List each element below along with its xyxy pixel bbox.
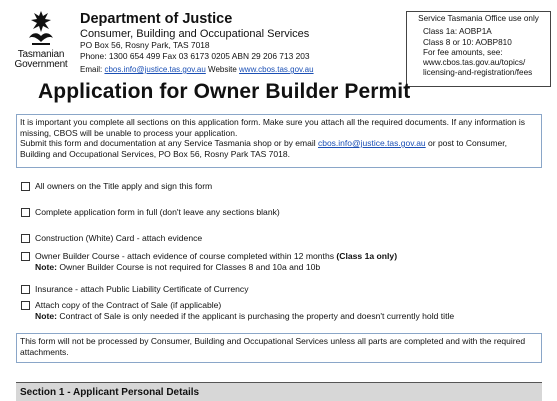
- office-class-1a: Class 1a: AOBP1A: [423, 27, 492, 37]
- checklist-label: All owners on the Title apply and sign this form: [35, 181, 213, 191]
- checklist-label: Complete application form in full (don't leave any sections blank): [35, 207, 280, 217]
- office-use-box: [406, 11, 551, 87]
- course-note: Owner Builder Course is not required for Classes 8 and 10a and 10b: [56, 262, 321, 272]
- page-title: Application for Owner Builder Permit: [38, 80, 411, 103]
- department-phone: Phone: 1300 654 499 Fax 03 6173 0205 ABN 29 206 713 203: [80, 51, 310, 61]
- office-use-title: Service Tasmania Office use only: [418, 14, 539, 23]
- website-label: Website: [205, 65, 240, 74]
- checkbox-complete-form[interactable]: [21, 208, 30, 217]
- course-text: Owner Builder Course - attach evidence of course completed within 12 months: [35, 251, 337, 261]
- instructions-text-2: Submit this form and documentation at any Service Tasmania shop or by email: [20, 138, 318, 148]
- checklist-label: Construction (White) Card - attach evidence: [35, 233, 203, 243]
- checklist-item: [21, 233, 202, 244]
- checklist-item: [21, 181, 212, 192]
- processing-warning-box: This form will not be processed by Consumer, Building and Occupational Services unless all parts are completed and with the required attachments.: [16, 333, 542, 363]
- checkbox-white-card[interactable]: [21, 234, 30, 243]
- course-class-note: (Class 1a only): [336, 251, 398, 261]
- logo-caption: [4, 50, 78, 70]
- tasmanian-tiger-crest-icon: [26, 10, 56, 48]
- department-website-link[interactable]: www.cbos.tas.gov.au: [239, 65, 314, 74]
- checklist-label: [35, 251, 397, 273]
- section-1-header: Section 1 - Applicant Personal Details: [16, 382, 542, 401]
- note-label: Note:: [35, 262, 57, 272]
- office-class-8-10: Class 8 or 10: AOBP810: [423, 37, 512, 47]
- checklist-item: [21, 251, 397, 273]
- checkbox-insurance[interactable]: [21, 285, 30, 294]
- instructions-email-link[interactable]: cbos.info@justice.tas.gov.au: [317, 138, 426, 148]
- header: [0, 0, 557, 82]
- logo-line1: Tasmanian: [17, 49, 65, 60]
- department-email-link[interactable]: cbos.info@justice.tas.gov.au: [104, 65, 206, 74]
- department-block: [80, 12, 314, 75]
- instructions-text-1: It is important you complete all sections on this application form. Make sure you attach all the required documents. If any information is missing, CBOS will be unable to process your application.: [20, 117, 526, 138]
- logo-line2: Government: [14, 59, 68, 70]
- office-fee-note: For fee amounts, see:: [423, 47, 503, 57]
- checklist-item: [21, 300, 454, 322]
- checkbox-all-owners[interactable]: [21, 182, 30, 191]
- checklist-label: [35, 300, 454, 322]
- checklist-item: [21, 207, 280, 218]
- department-title: Department of Justice: [80, 11, 233, 27]
- contract-note: Contract of Sale is only needed if the applicant is purchasing the property and doesn't currently hold title: [56, 311, 455, 321]
- department-contact-line: [80, 64, 314, 75]
- tasmanian-government-logo: [4, 10, 78, 76]
- checkbox-owner-builder-course[interactable]: [21, 252, 30, 261]
- instructions-text-3: or post to Consumer, Building and Occupational Services, PO Box 56, Rosny Park TAS 7018.: [20, 138, 507, 159]
- instructions-box: [16, 114, 542, 168]
- office-fee-url-2: licensing-and-registration/fees: [423, 68, 533, 78]
- note-label: Note:: [35, 311, 57, 321]
- checkbox-contract-of-sale[interactable]: [21, 301, 30, 310]
- office-use-lines: [407, 27, 550, 78]
- department-subtitle: Consumer, Building and Occupational Services: [80, 28, 310, 40]
- checklist-item: [21, 284, 249, 295]
- office-fee-url-1: www.cbos.tas.gov.au/topics/: [423, 58, 526, 68]
- checklist-label: Insurance - attach Public Liability Certificate of Currency: [35, 284, 249, 294]
- email-label: Email:: [80, 65, 105, 74]
- contract-text: Attach copy of the Contract of Sale (if applicable): [35, 300, 222, 310]
- department-address: PO Box 56, Rosny Park, TAS 7018: [80, 40, 210, 50]
